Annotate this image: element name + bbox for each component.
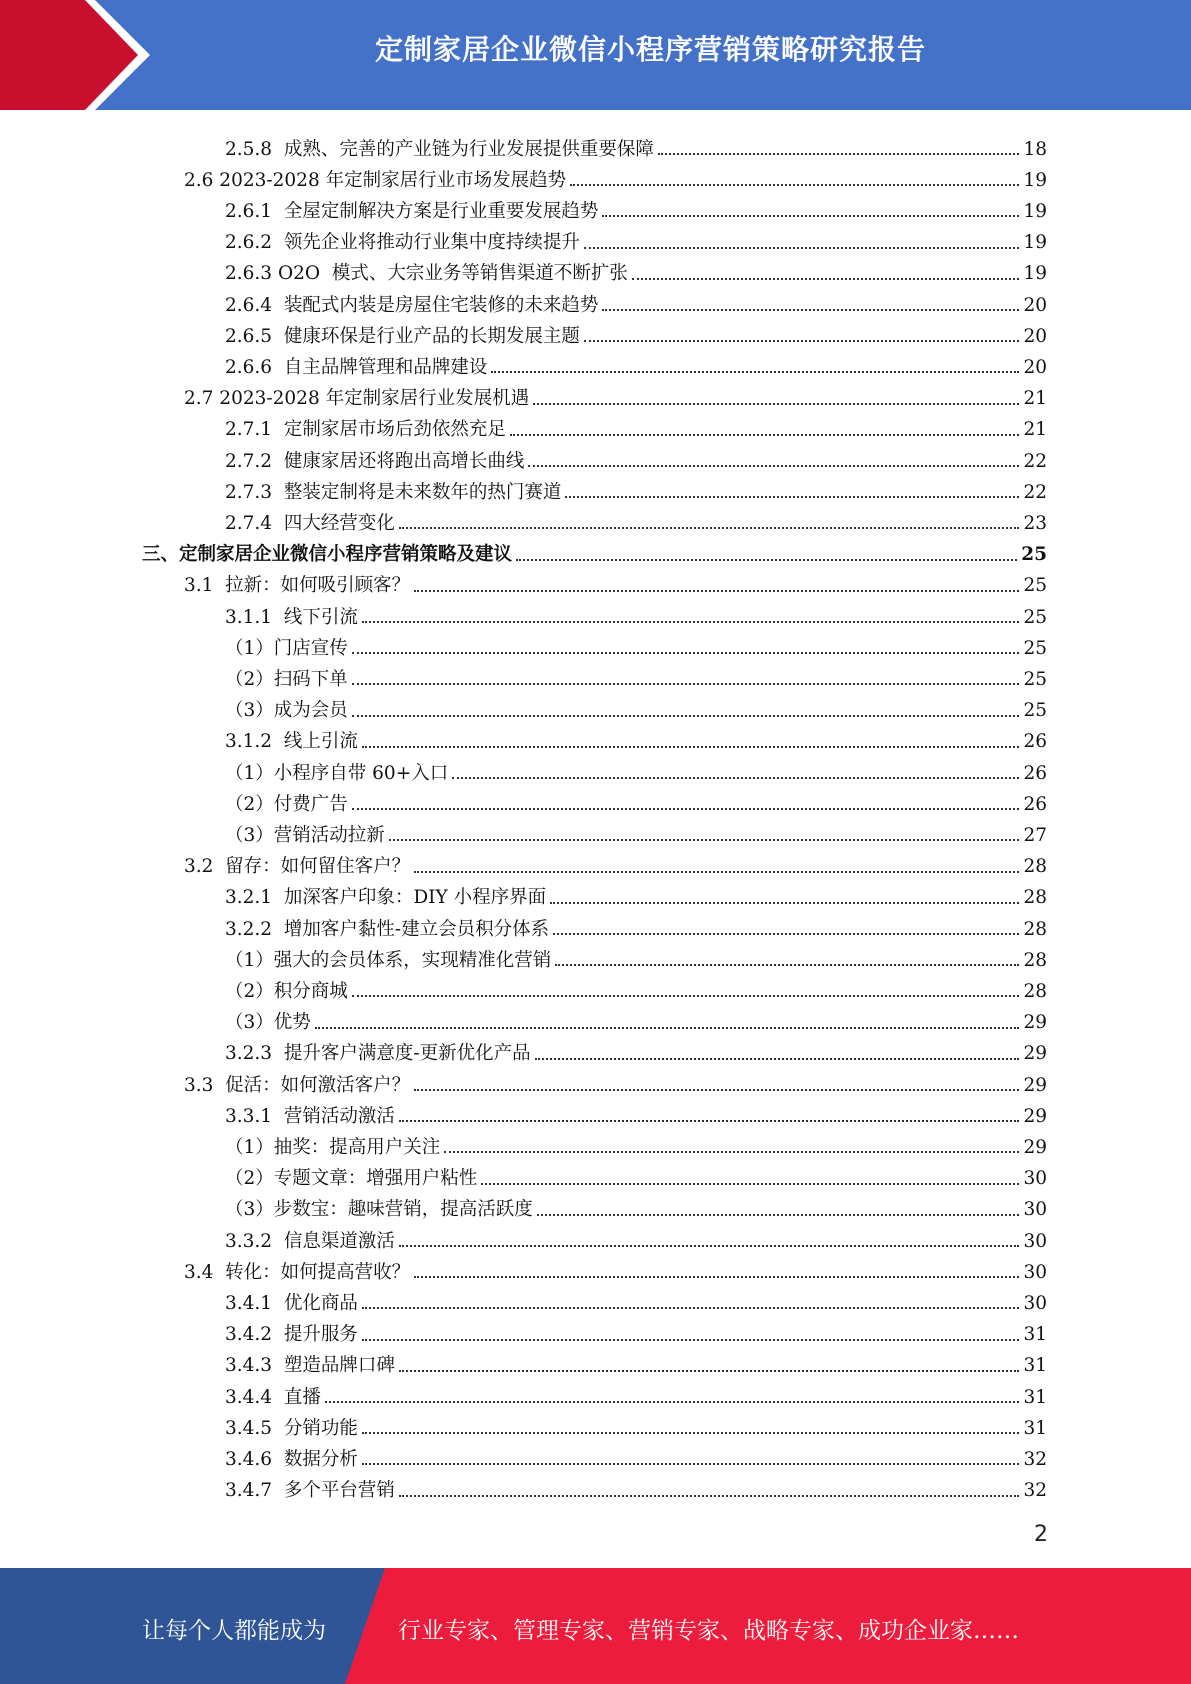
- toc-entry-page: 25: [1023, 606, 1047, 628]
- toc-entry-label: 三、定制家居企业微信小程序营销策略及建议: [142, 544, 513, 566]
- toc-leader-dots: [362, 746, 1020, 748]
- toc-entry-page: 31: [1023, 1355, 1047, 1377]
- toc-entry-label: （2）扫码下单: [225, 668, 348, 690]
- toc-leader-dots: [399, 1495, 1020, 1497]
- toc-leader-dots: [570, 184, 1019, 186]
- toc-entry-page: 29: [1023, 1105, 1047, 1127]
- toc-leader-dots: [399, 527, 1020, 529]
- toc-entry[interactable]: [225, 658, 1047, 689]
- page-number: 2: [1034, 1522, 1048, 1547]
- toc-entry[interactable]: [225, 1220, 1047, 1251]
- toc-entry-label: 2.6.6 自主品牌管理和品牌建设: [225, 356, 488, 378]
- toc-entry-page: 28: [1023, 856, 1047, 878]
- toc-leader-dots: [481, 1183, 1019, 1185]
- toc-leader-dots: [555, 964, 1019, 966]
- toc-leader-dots: [452, 777, 1019, 779]
- toc-leader-dots: [565, 496, 1019, 498]
- toc-entry-page: 20: [1023, 356, 1047, 378]
- toc-entry[interactable]: [225, 222, 1047, 253]
- toc-entry[interactable]: [225, 1033, 1047, 1064]
- toc-entry-label: （1）小程序自带 60+入口: [225, 762, 449, 784]
- toc-leader-dots: [389, 839, 1020, 841]
- toc-entry-page: 31: [1023, 1386, 1047, 1408]
- toc-entry-label: 3.4.7 多个平台营销: [225, 1480, 395, 1502]
- toc-entry-label: 3.4.1 优化商品: [225, 1292, 358, 1314]
- toc-entry-page: 21: [1023, 388, 1047, 410]
- toc-entry-page: 28: [1023, 949, 1047, 971]
- toc-entry-page: 19: [1023, 169, 1047, 191]
- toc-entry[interactable]: [225, 1438, 1047, 1469]
- toc-entry[interactable]: [225, 1314, 1047, 1345]
- toc-entry-label: （3）营销活动拉新: [225, 824, 385, 846]
- toc-entry-page: 28: [1023, 887, 1047, 909]
- toc-entry-label: （2）付费广告: [225, 793, 348, 815]
- toc-entry-label: 3.4.2 提升服务: [225, 1324, 358, 1346]
- toc-leader-dots: [352, 995, 1020, 997]
- toc-entry-label: 3.1 拉新：如何吸引顾客？: [184, 575, 411, 597]
- toc-entry[interactable]: [225, 502, 1047, 533]
- toc-entry-label: 2.6.3 O2O 模式、大宗业务等销售渠道不断扩张: [225, 263, 628, 285]
- toc-entry-label: 2.6.1 全屋定制解决方案是行业重要发展趋势: [225, 200, 599, 222]
- toc-entry[interactable]: [225, 284, 1047, 315]
- toc-entry[interactable]: [225, 939, 1047, 970]
- toc-entry-label: 2.7 2023-2028 年定制家居行业发展机遇: [184, 388, 530, 410]
- toc-entry-page: 25: [1023, 575, 1047, 597]
- toc-entry-page: 31: [1023, 1417, 1047, 1439]
- toc-entry[interactable]: [225, 346, 1047, 377]
- toc-leader-dots: [550, 902, 1019, 904]
- toc-entry-label: 2.5.8 成熟、完善的产业链为行业发展提供重要保障: [225, 138, 654, 160]
- page-footer: [0, 1568, 1191, 1684]
- toc-entry-page: 32: [1023, 1480, 1047, 1502]
- toc-entry-page: 30: [1023, 1230, 1047, 1252]
- toc-entry[interactable]: [225, 1002, 1047, 1033]
- toc-leader-dots: [362, 1463, 1020, 1465]
- toc-entry-label: 3.2 留存：如何留住客户？: [184, 856, 411, 878]
- toc-entry[interactable]: [225, 128, 1047, 159]
- toc-entry[interactable]: [225, 627, 1047, 658]
- toc-entry-label: 3.2.2 增加客户黏性-建立会员积分体系: [225, 918, 550, 940]
- toc-entry[interactable]: [225, 752, 1047, 783]
- footer-slogan-right: 行业专家、管理专家、营销专家、战略专家、成功企业家……: [398, 1618, 1019, 1644]
- page-header: [0, 0, 1191, 110]
- toc-entry-label: 2.7.3 整装定制将是未来数年的热门赛道: [225, 481, 562, 503]
- toc-entry-label: 3.2.1 加深客户印象：DIY 小程序界面: [225, 887, 547, 909]
- toc-entry-page: 25: [1023, 668, 1047, 690]
- toc-entry-label: （1）门店宣传: [225, 637, 348, 659]
- toc-leader-dots: [510, 434, 1020, 436]
- toc-entry[interactable]: [225, 1376, 1047, 1407]
- toc-entry-page: 21: [1023, 419, 1047, 441]
- toc-entry-label: 2.6 2023-2028 年定制家居行业市场发展趋势: [184, 169, 567, 191]
- toc-leader-dots: [584, 340, 1020, 342]
- toc-entry-page: 20: [1023, 325, 1047, 347]
- toc-leader-dots: [414, 871, 1019, 873]
- toc-leader-dots: [658, 153, 1020, 155]
- toc-leader-dots: [352, 652, 1020, 654]
- toc-entry[interactable]: [225, 783, 1047, 814]
- toc-entry[interactable]: [225, 596, 1047, 627]
- toc-leader-dots: [602, 309, 1019, 311]
- toc-entry-label: 3.4.4 直播: [225, 1386, 321, 1408]
- toc-entry[interactable]: [225, 877, 1047, 908]
- toc-entry-label: （3）步数宝：趣味营销，提高活跃度: [225, 1199, 533, 1221]
- toc-leader-dots: [362, 1307, 1020, 1309]
- toc-leader-dots: [632, 278, 1020, 280]
- toc-entry-page: 32: [1023, 1448, 1047, 1470]
- toc-leader-dots: [535, 1058, 1020, 1060]
- toc-entry-label: 2.7.1 定制家居市场后劲依然充足: [225, 419, 506, 441]
- toc-entry-page: 20: [1023, 294, 1047, 316]
- toc-entry-label: （2）专题文章：增强用户粘性: [225, 1168, 478, 1190]
- toc-entry-page: 22: [1023, 450, 1047, 472]
- toc-entry-page: 26: [1023, 793, 1047, 815]
- toc-entry[interactable]: [225, 1126, 1047, 1157]
- toc-entry-label: （3）优势: [225, 1012, 311, 1034]
- toc-entry-page: 31: [1023, 1324, 1047, 1346]
- toc-entry[interactable]: [225, 1158, 1047, 1189]
- toc-entry[interactable]: [225, 970, 1047, 1001]
- toc-leader-dots: [491, 371, 1019, 373]
- toc-entry[interactable]: [225, 1095, 1047, 1126]
- toc-entry[interactable]: [184, 1251, 1047, 1282]
- toc-entry[interactable]: [225, 908, 1047, 939]
- document-title: 定制家居企业微信小程序营销策略研究报告: [374, 33, 926, 66]
- toc-entry-label: 2.6.2 领先企业将推动行业集中度持续提升: [225, 232, 580, 254]
- toc-entry-label: （1）抽奖：提高用户关注: [225, 1136, 441, 1158]
- toc-entry-label: 3.1.2 线上引流: [225, 731, 358, 753]
- toc-entry[interactable]: [142, 534, 1047, 565]
- toc-entry-page: 30: [1023, 1292, 1047, 1314]
- toc-entry-page: 19: [1023, 232, 1047, 254]
- toc-entry-page: 30: [1023, 1168, 1047, 1190]
- header-arrow-decoration: [0, 0, 160, 110]
- toc-leader-dots: [414, 590, 1019, 592]
- toc-leader-dots: [399, 1120, 1020, 1122]
- toc-leader-dots: [399, 1245, 1020, 1247]
- toc-entry-label: 3.3.1 营销活动激活: [225, 1105, 395, 1127]
- toc-leader-dots: [362, 1339, 1020, 1341]
- toc-entry-page: 30: [1023, 1199, 1047, 1221]
- toc-entry-label: （1）强大的会员体系，实现精准化营销: [225, 949, 552, 971]
- toc-entry-label: 3.3 促活：如何激活客户？: [184, 1074, 411, 1096]
- toc-entry-label: 3.2.3 提升客户满意度-更新优化产品: [225, 1043, 531, 1065]
- toc-entry[interactable]: [225, 409, 1047, 440]
- toc-leader-dots: [528, 465, 1019, 467]
- toc-leader-dots: [414, 1276, 1019, 1278]
- toc-entry-label: 2.7.2 健康家居还将跑出高增长曲线: [225, 450, 525, 472]
- toc-entry-page: 27: [1023, 824, 1047, 846]
- toc-entry-page: 25: [1023, 637, 1047, 659]
- toc-entry-page: 29: [1023, 1136, 1047, 1158]
- toc-leader-dots: [362, 621, 1020, 623]
- toc-entry-page: 30: [1023, 1261, 1047, 1283]
- toc-entry[interactable]: [184, 846, 1047, 877]
- toc-leader-dots: [315, 1027, 1020, 1029]
- toc-entry[interactable]: [184, 1064, 1047, 1095]
- toc-entry-label: （2）积分商城: [225, 980, 348, 1002]
- toc-entry-label: 3.4.5 分销功能: [225, 1417, 358, 1439]
- toc-leader-dots: [537, 1214, 1020, 1216]
- toc-entry-label: （3）成为会员: [225, 700, 348, 722]
- toc-leader-dots: [533, 403, 1019, 405]
- toc-entry[interactable]: [225, 1282, 1047, 1313]
- toc-entry-page: 29: [1023, 1043, 1047, 1065]
- toc-leader-dots: [352, 715, 1020, 717]
- toc-leader-dots: [584, 247, 1020, 249]
- toc-entry-page: 26: [1023, 762, 1047, 784]
- toc-entry[interactable]: [225, 471, 1047, 502]
- toc-entry[interactable]: [225, 440, 1047, 471]
- toc-entry-page: 19: [1023, 263, 1047, 285]
- toc-entry-page: 23: [1023, 512, 1047, 534]
- toc-leader-dots: [444, 1151, 1019, 1153]
- toc-leader-dots: [399, 1370, 1020, 1372]
- toc-entry-page: 25: [1023, 700, 1047, 722]
- toc-entry-page: 18: [1023, 138, 1047, 160]
- toc-entry-page: 22: [1023, 481, 1047, 503]
- toc-entry[interactable]: [225, 253, 1047, 284]
- toc-entry[interactable]: [225, 315, 1047, 346]
- toc-entry[interactable]: [184, 378, 1047, 409]
- toc-entry-page: 29: [1023, 1012, 1047, 1034]
- toc-entry-label: 2.6.4 装配式内装是房屋住宅装修的未来趋势: [225, 294, 599, 316]
- toc-entry-page: 25: [1021, 544, 1047, 566]
- toc-entry-label: 3.3.2 信息渠道激活: [225, 1230, 395, 1252]
- toc-leader-dots: [352, 808, 1020, 810]
- toc-entry-label: 2.7.4 四大经营变化: [225, 512, 395, 534]
- toc-leader-dots: [516, 559, 1017, 561]
- toc-leader-dots: [553, 933, 1019, 935]
- toc-entry-page: 28: [1023, 980, 1047, 1002]
- toc-entry[interactable]: [225, 1345, 1047, 1376]
- toc-entry[interactable]: [225, 721, 1047, 752]
- toc-entry-label: 2.6.5 健康环保是行业产品的长期发展主题: [225, 325, 580, 347]
- toc-leader-dots: [362, 1432, 1020, 1434]
- toc-entry-page: 26: [1023, 731, 1047, 753]
- toc-entry[interactable]: [225, 1407, 1047, 1438]
- toc-entry-label: 3.4.3 塑造品牌口碑: [225, 1355, 395, 1377]
- toc-leader-dots: [414, 1089, 1019, 1091]
- toc-entry[interactable]: [225, 190, 1047, 221]
- toc-entry[interactable]: [225, 814, 1047, 845]
- toc-entry[interactable]: [225, 1470, 1047, 1501]
- toc-entry-page: 28: [1023, 918, 1047, 940]
- footer-slogan-left: 让每个人都能成为: [142, 1618, 326, 1644]
- toc-entry[interactable]: [184, 565, 1047, 596]
- toc-leader-dots: [602, 215, 1019, 217]
- toc-entry[interactable]: [184, 159, 1047, 190]
- toc-leader-dots: [352, 683, 1020, 685]
- toc-leader-dots: [325, 1401, 1020, 1403]
- toc-entry[interactable]: [225, 1189, 1047, 1220]
- toc-entry-label: 3.4 转化：如何提高营收？: [184, 1261, 411, 1283]
- toc-entry-label: 3.4.6 数据分析: [225, 1448, 358, 1470]
- toc-entry-page: 29: [1023, 1074, 1047, 1096]
- toc-entry-page: 19: [1023, 200, 1047, 222]
- toc-entry-label: 3.1.1 线下引流: [225, 606, 358, 628]
- toc-entry[interactable]: [225, 690, 1047, 721]
